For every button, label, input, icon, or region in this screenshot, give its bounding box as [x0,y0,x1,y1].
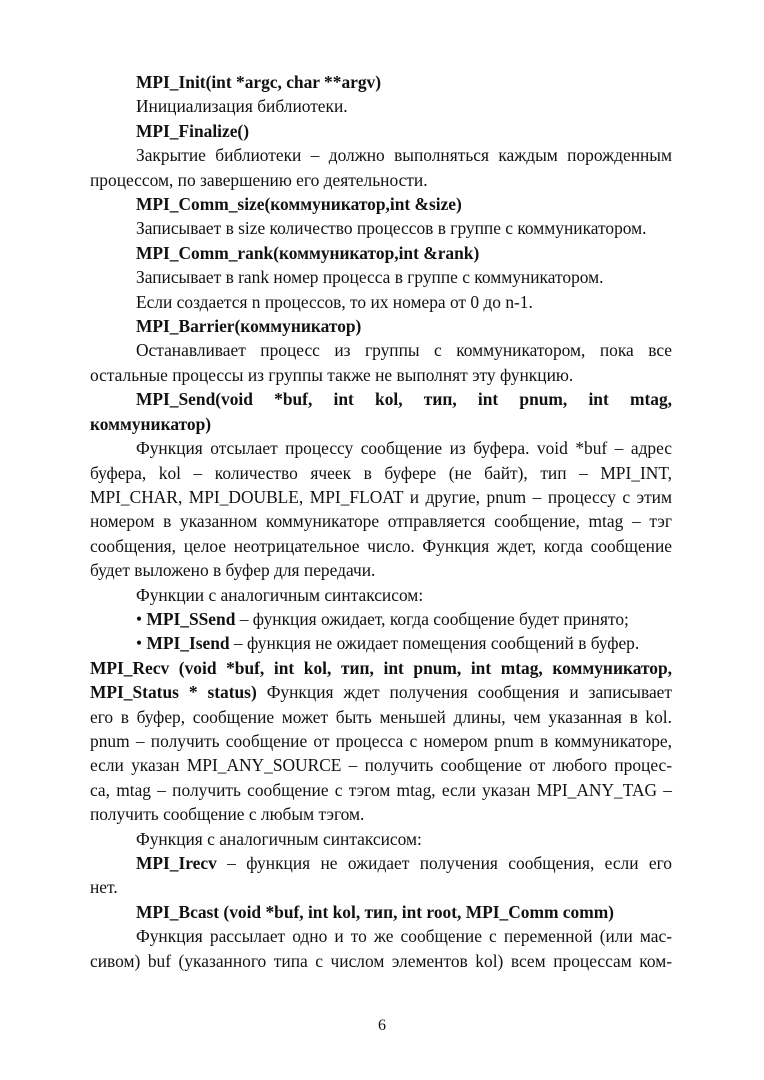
heading-mpi-recv: MPI_Recv (void *buf, int kol, тип, int pnum, int mtag, коммуникатор, [90,657,672,678]
text-line: его в буфер, сообщение может быть меньшей длины, чем указанная в kol. [90,706,672,727]
text-line: нет. [90,877,118,898]
paragraph-mpi-comm-rank: Записывает в rank номер процесса в группе с коммуникатором. [136,267,604,288]
text-line: будет выложено в буфер для передачи. [90,560,376,581]
heading-mpi-comm-size: MPI_Comm_size(коммуникатор,int &size) [136,194,462,215]
text-line: если указан MPI_ANY_SOURCE – получить сообщение от любого процес- [90,755,672,776]
text-line: остальные процессы из группы также не выполнят эту функцию. [90,364,574,385]
paragraph-mpi-finalize [90,143,672,192]
paragraph-mpi-recv [90,656,672,827]
text-line: pnum – получить сообщение от процесса с номером pnum в коммуникаторе, [90,730,672,751]
paragraph-mpi-init: Инициализация библиотеки. [136,96,348,117]
heading-mpi-comm-rank: MPI_Comm_rank(коммуникатор,int &rank) [136,242,480,263]
heading-mpi-init: MPI_Init(int *argc, char **argv) [136,72,382,92]
text-line: MPI_Status * status) Функция ждет получения сообщения и записывает [90,682,672,703]
bullet-icon: • [136,633,143,654]
text-line: Функция отсылает процессу сообщение из буфера. void *buf – адрес [136,438,672,459]
heading-mpi-bcast: MPI_Bcast (void *buf, int kol, тип, int root, MPI_Comm comm) [136,901,614,922]
text-line: сивом) buf (указанного типа с числом элементов kol) всем процессам ком- [90,950,672,971]
text-line: получить сообщение с любым тэгом. [90,804,365,825]
text-line: са, mtag – получить сообщение с тэгом mtag, если указан MPI_ANY_TAG – [90,779,672,800]
text-line: процессом, по завершению его деятельности. [90,169,428,190]
heading-mpi-finalize: MPI_Finalize() [136,120,250,141]
text-line: Функция рассылает одно и то же сообщение с переменной (или мас- [136,926,672,947]
function-name: MPI_SSend [146,608,236,629]
paragraph-mpi-irecv [90,851,672,900]
text-line: MPI_Irecv – функция не ожидает получения сообщения, если его [136,853,672,873]
paragraph-recv-similar: Функция с аналогичным синтаксисом: [136,828,422,849]
page-number: 6 [378,1017,386,1034]
function-name: MPI_Isend [146,633,230,654]
text-line: Останавливает процесс из группы с коммуникатором, пока все [136,340,672,361]
text-line: Закрытие библиотеки – должно выполняться каждым порожденным [136,145,672,166]
paragraph-send-similar: Функции с аналогичным синтаксисом: [136,584,424,605]
list-item-isend: • MPI_Isend – функция не ожидает помещения сообщений в буфер. [136,633,640,654]
paragraph-mpi-comm-size: Записывает в size количество процессов в группе с коммуникатором. [136,218,647,239]
text-line: буфера, kol – количество ячеек в буфере (не байт), тип – MPI_INT, [90,462,672,483]
paragraph-mpi-send [90,436,672,582]
heading-line: коммуникатор) [90,413,212,434]
paragraph-rank-note: Если создается n процессов, то их номера от 0 до n-1. [136,291,533,312]
text-line: MPI_CHAR, MPI_DOUBLE, MPI_FLOAT и другие, pnum – процессу с этим [90,486,672,507]
function-name: MPI_Irecv [136,853,217,873]
paragraph-mpi-barrier [90,338,672,387]
text-line: сообщения, целое неотрицательное число. Функция ждет, когда сообщение [90,535,672,556]
heading-mpi-send [90,387,672,436]
paragraph-mpi-bcast [90,924,672,973]
page-body [90,70,672,973]
heading-line: MPI_Send(void *buf, int kol, тип, int pnum, int mtag, [136,389,672,410]
bullet-icon: • [136,608,143,629]
text-line: номером в указанном коммуникаторе отправляется сообщение, mtag – тэг [90,511,672,532]
list-item-ssend: • MPI_SSend – функция ожидает, когда сообщение будет принято; [136,608,629,629]
heading-mpi-barrier: MPI_Barrier(коммуникатор) [136,316,362,337]
